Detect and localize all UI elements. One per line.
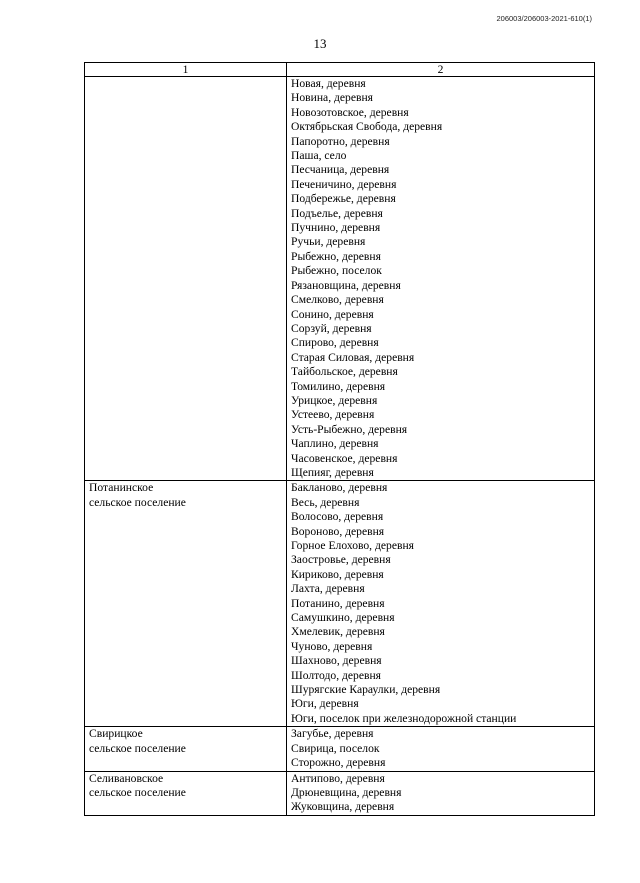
list-item: Кириково, деревня	[291, 567, 384, 581]
list-item: Антипово, деревня	[291, 771, 385, 785]
list-item: Лахта, деревня	[291, 582, 365, 596]
list-item: Рыбежно, поселок	[291, 264, 382, 278]
list-item: Сорзуй, деревня	[291, 321, 372, 335]
list-item: Устеево, деревня	[291, 408, 375, 422]
table-row	[85, 771, 595, 815]
list-item: Юги, деревня	[291, 697, 359, 711]
district-cell: Селивановское сельское поселение	[85, 771, 287, 815]
list-item: Жуковщина, деревня	[291, 800, 395, 814]
list-item: Песчаница, деревня	[291, 163, 390, 177]
list-item: Подбережье, деревня	[291, 192, 396, 206]
villages-cell	[287, 727, 595, 771]
list-item: Потанино, деревня	[291, 596, 385, 610]
table-row	[85, 727, 595, 771]
document-code: 206003/206003-2021-610(1)	[496, 14, 592, 23]
table-row	[85, 77, 595, 481]
list-item: Хмелевик, деревня	[291, 625, 385, 639]
list-item: Вороново, деревня	[291, 524, 385, 538]
list-item: Паша, село	[291, 149, 347, 163]
list-item: Новина, деревня	[291, 91, 373, 105]
list-item: Сторожно, деревня	[291, 756, 386, 770]
list-item: Новая, деревня	[291, 77, 366, 90]
settlements-table	[84, 62, 595, 816]
list-item: Шахново, деревня	[291, 654, 382, 668]
list-item: Рыбежно, деревня	[291, 249, 381, 263]
list-item: Загубье, деревня	[291, 727, 374, 741]
list-item: Щепияг, деревня	[291, 465, 374, 479]
list-item: Урицкое, деревня	[291, 393, 378, 407]
list-item: Папоротно, деревня	[291, 134, 390, 148]
column-header-2: 2	[287, 63, 595, 77]
list-item: Сонино, деревня	[291, 307, 374, 321]
list-item: Октябрьская Свобода, деревня	[291, 120, 443, 134]
table-row	[85, 481, 595, 727]
list-item: Печеничино, деревня	[291, 177, 397, 191]
column-header-1: 1	[85, 63, 287, 77]
list-item: Тайбольское, деревня	[291, 365, 398, 379]
villages-cell	[287, 771, 595, 815]
list-item: Весь, деревня	[291, 495, 360, 509]
list-item: Бакланово, деревня	[291, 481, 388, 495]
list-item: Спирово, деревня	[291, 336, 379, 350]
list-item: Чуново, деревня	[291, 639, 373, 653]
list-item: Волосово, деревня	[291, 510, 384, 524]
list-item: Подъелье, деревня	[291, 206, 383, 220]
table-header-row	[85, 63, 595, 77]
list-item: Томилино, деревня	[291, 379, 386, 393]
list-item: Смелково, деревня	[291, 293, 384, 307]
table-body	[85, 77, 595, 816]
list-item: Старая Силовая, деревня	[291, 350, 415, 364]
list-item: Пучнино, деревня	[291, 221, 381, 235]
list-item: Чаплино, деревня	[291, 437, 379, 451]
list-item: Горное Елохово, деревня	[291, 539, 414, 552]
list-item: Усть-Рыбежно, деревня	[291, 422, 408, 436]
list-item: Самушкино, деревня	[291, 611, 395, 625]
list-item: Свирица, поселок	[291, 741, 380, 755]
list-item: Юги, поселок при железнодорожной станции	[291, 711, 517, 725]
list-item: Шурягские Караулки, деревня	[291, 683, 441, 697]
list-item: Ручьи, деревня	[291, 235, 366, 249]
list-item: Часовенское, деревня	[291, 451, 398, 465]
villages-cell	[287, 481, 595, 727]
district-cell: Потанинское сельское поселение	[85, 481, 287, 727]
list-item: Рязановщина, деревня	[291, 278, 401, 292]
list-item: Дрюневщина, деревня	[291, 785, 402, 799]
district-cell: Свирицкое сельское поселение	[85, 727, 287, 771]
page-number: 13	[313, 36, 327, 51]
villages-cell	[287, 77, 595, 481]
list-item: Новозотовское, деревня	[291, 105, 409, 119]
district-cell	[85, 77, 287, 481]
list-item: Шолтодо, деревня	[291, 668, 381, 682]
list-item: Заостровье, деревня	[291, 553, 391, 567]
